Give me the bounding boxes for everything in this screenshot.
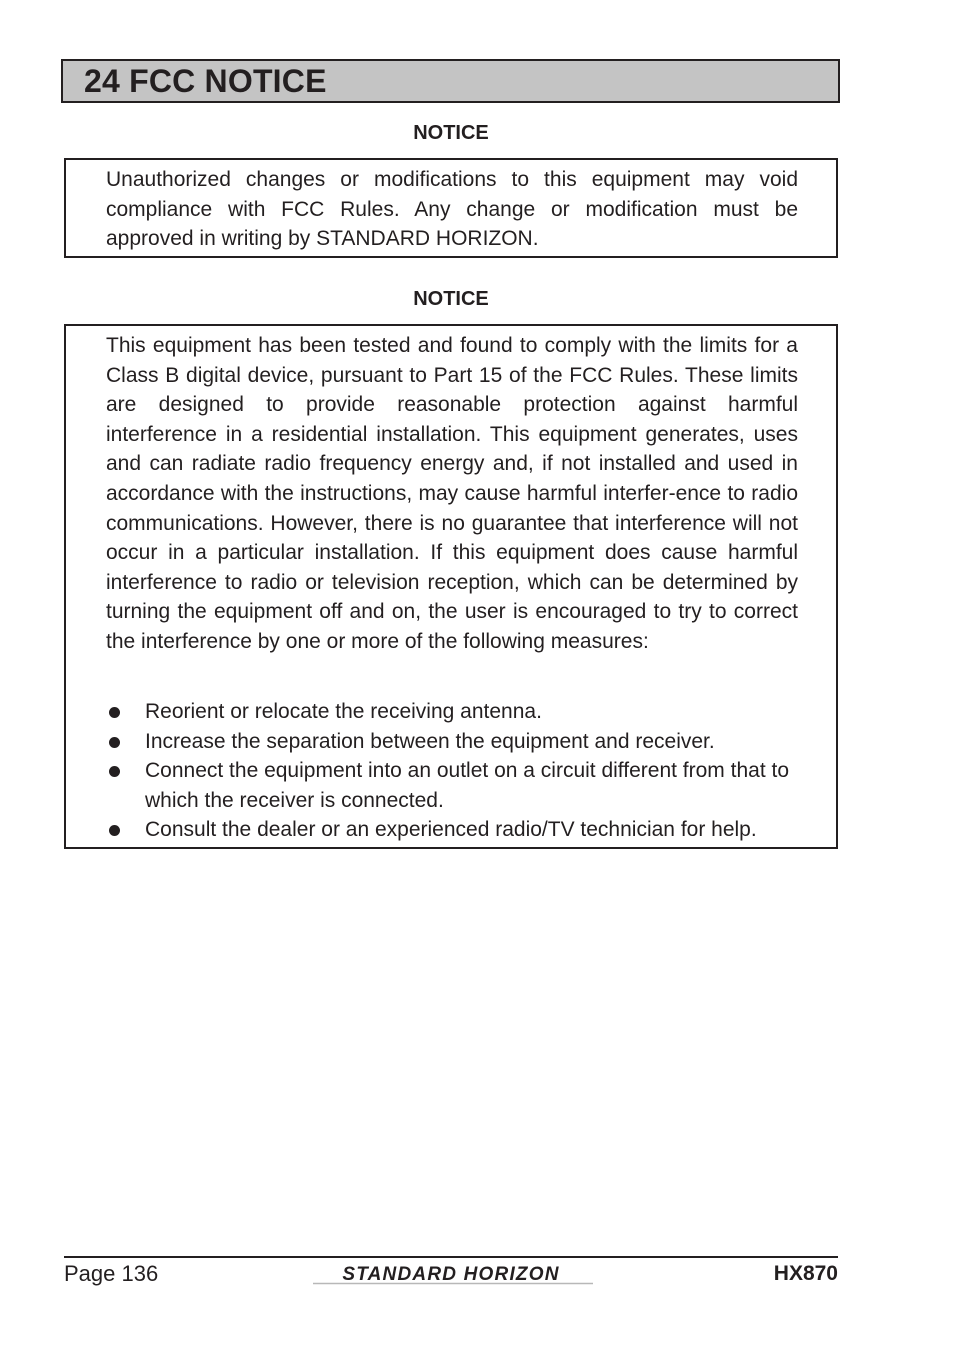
- notice-label-2: NOTICE: [413, 288, 489, 310]
- notice-text-2: This equipment has been tested and found to comply with the limits for a Class B digital device, pursuant to Part 15 of the FCC Rules. These limits are designed to provide reasonable protection against harmful interference in a residential installation. This equipment generates, uses and can radiate radio frequency energy and, if not installed and used in accordance with the instructions, may cause harmful interfer-ence to radio communications. However, there is no guarantee that interference will not occur in a particular installation. If this equipment does cause harmful interference to radio or television reception, which can be determined by turning the equipment off and on, the user is encouraged to try to correct the interference by one or more of the following measures:: [106, 334, 798, 653]
- notice-text-1: Unauthorized changes or modifications to this equipment may void compliance with FCC Rules. Any change or modification must be approved in writing by STANDARD HORIZON.: [106, 168, 798, 251]
- page-number: Page 136: [64, 1261, 159, 1286]
- measure-text: Connect the equipment into an outlet on a circuit different from that to which the receiver is connected.: [145, 759, 789, 812]
- section-header: [61, 59, 840, 103]
- notice-box-1: [64, 158, 838, 258]
- brand-logo-text: STANDARD HORIZON: [342, 1264, 560, 1285]
- bullet-icon: [109, 825, 120, 836]
- list-item: [106, 815, 806, 845]
- model-name: HX870: [773, 1262, 838, 1285]
- section-title: 24 FCC NOTICE: [84, 63, 327, 99]
- measure-text: Consult the dealer or an experienced radio/TV technician for help.: [145, 818, 757, 842]
- list-item: [106, 756, 806, 815]
- notice-label-1: NOTICE: [413, 122, 489, 144]
- measure-text: Increase the separation between the equipment and receiver.: [145, 729, 715, 753]
- notice-box-2: [64, 324, 838, 849]
- list-item: [106, 697, 806, 727]
- brand-logo: [307, 1264, 595, 1286]
- list-item: [106, 727, 806, 757]
- measure-text: Reorient or relocate the receiving antenna.: [145, 700, 542, 723]
- bullet-icon: [109, 766, 120, 777]
- bullet-icon: [109, 737, 120, 748]
- footer-rule: [64, 1256, 838, 1258]
- measures-list: [106, 697, 806, 845]
- bullet-icon: [109, 707, 120, 718]
